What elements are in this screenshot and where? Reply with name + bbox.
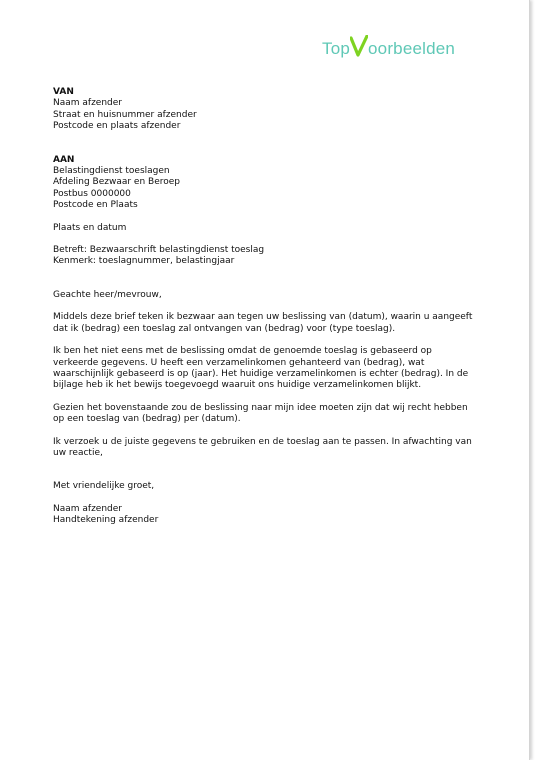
recipient-postbus: Postbus 0000000 bbox=[53, 188, 131, 199]
signature-name: Naam afzender bbox=[53, 503, 122, 514]
subject-line: Betreft: Bezwaarschrift belastingdienst toeslag bbox=[53, 245, 265, 256]
paragraph-verzoek bbox=[53, 437, 473, 460]
paragraph-line: Gezien het bovenstaande zou de beslissing naar mijn idee moeten zijn dat wij recht hebben bbox=[53, 402, 468, 413]
place-date: Plaats en datum bbox=[53, 222, 127, 233]
logo-text-top: Top bbox=[322, 39, 351, 58]
topvoorbeelden-logo bbox=[322, 34, 455, 58]
paragraph-line: uw reactie, bbox=[53, 447, 103, 458]
recipient-heading: AAN bbox=[53, 154, 75, 165]
logo-text-rest: oorbeelden bbox=[368, 39, 456, 58]
recipient-block bbox=[53, 155, 473, 212]
paragraph-line: Ik verzoek u de juiste gegevens te gebruiken en de toeslag aan te passen. In afwachting van bbox=[53, 436, 472, 447]
paragraph-conclusie bbox=[53, 403, 473, 426]
recipient-postcode: Postcode en Plaats bbox=[53, 200, 138, 211]
letter-body bbox=[53, 87, 473, 527]
sender-postcode: Postcode en plaats afzender bbox=[53, 121, 181, 132]
recipient-department: Afdeling Bezwaar en Beroep bbox=[53, 177, 180, 188]
sender-street: Straat en huisnummer afzender bbox=[53, 109, 197, 120]
paragraph-line: Ik ben het niet eens met de beslissing omdat de genoemde toeslag is gebaseerd op bbox=[53, 346, 432, 357]
paragraph-line: dat ik (bedrag) een toeslag zal ontvangen van (bedrag) voor (type toeslag). bbox=[53, 323, 396, 334]
paragraph-line: op een toeslag van (bedrag) per (datum). bbox=[53, 414, 241, 425]
paragraph-bezwaar bbox=[53, 312, 473, 335]
kenmerk-line: Kenmerk: toeslagnummer, belastingjaar bbox=[53, 256, 235, 267]
signature-block bbox=[53, 504, 473, 527]
reference-block bbox=[53, 245, 473, 268]
paragraph-line: bijlage heb ik het bewijs toegevoegd waaruit ons huidige verzamelinkomen blijkt. bbox=[53, 380, 422, 391]
signature-handtekening: Handtekening afzender bbox=[53, 515, 159, 526]
paragraph-reden bbox=[53, 346, 473, 392]
closing: Met vriendelijke groet, bbox=[53, 481, 155, 492]
salutation: Geachte heer/mevrouw, bbox=[53, 289, 162, 300]
paragraph-line: verkeerde gegevens. U heeft een verzamelinkomen gehanteerd van (bedrag), wat bbox=[53, 357, 425, 368]
sender-block bbox=[53, 87, 473, 133]
paragraph-line: Middels deze brief teken ik bezwaar aan tegen uw beslissing van (datum), waarin u aangeeft bbox=[53, 312, 473, 323]
recipient-name: Belastingdienst toeslagen bbox=[53, 166, 170, 177]
paragraph-line: waarschijnlijk gebaseerd is op (jaar). Het huidige verzamelinkomen is echter (bedrag). In de bbox=[53, 368, 469, 379]
sender-name: Naam afzender bbox=[53, 98, 122, 109]
sender-heading: VAN bbox=[53, 87, 74, 97]
checkmark-v-icon bbox=[350, 35, 368, 57]
